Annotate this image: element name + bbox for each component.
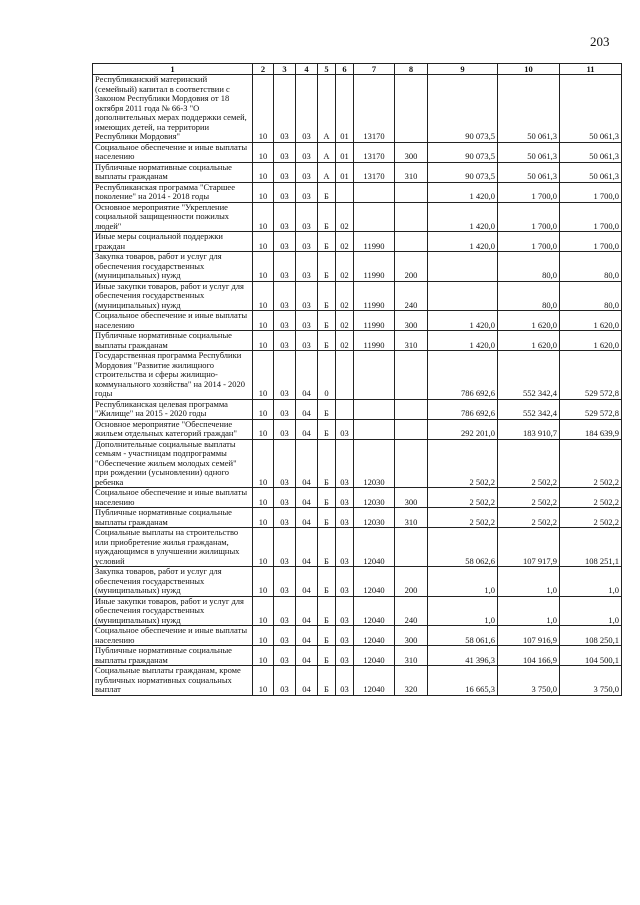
column-header: 2 — [253, 64, 274, 75]
amount-2017: 786 692,6 — [428, 399, 498, 419]
code-subsection: 03 — [274, 567, 296, 597]
code-subsection: 03 — [274, 666, 296, 696]
amount-2018: 50 061,3 — [498, 75, 560, 143]
amount-2017: 292 201,0 — [428, 419, 498, 439]
code-section: 10 — [253, 351, 274, 400]
amount-2018: 552 342,4 — [498, 399, 560, 419]
code-expense-type: 300 — [395, 626, 428, 646]
code-section: 10 — [253, 646, 274, 666]
code-program: 03 — [296, 202, 318, 232]
amount-2019: 50 061,3 — [560, 75, 622, 143]
code-direction — [354, 399, 395, 419]
code-subsection: 03 — [274, 252, 296, 282]
column-header: 9 — [428, 64, 498, 75]
table-row — [93, 528, 622, 567]
amount-2017: 2 502,2 — [428, 439, 498, 488]
code-direction: 13170 — [354, 142, 395, 162]
page-number: 203 — [590, 34, 610, 49]
row-name: Закупка товаров, работ и услуг для обеспечения государственных (муниципальных) нужд — [93, 252, 253, 282]
code-expense-type: 200 — [395, 252, 428, 282]
table-row — [93, 351, 622, 400]
code-subprogram: Б — [318, 528, 336, 567]
table-row — [93, 252, 622, 282]
code-measure — [336, 182, 354, 202]
code-measure: 03 — [336, 666, 354, 696]
code-subsection: 03 — [274, 439, 296, 488]
amount-2017: 1,0 — [428, 567, 498, 597]
column-header: 4 — [296, 64, 318, 75]
code-subsection: 03 — [274, 528, 296, 567]
row-name: Социальное обеспечение и иные выплаты населению — [93, 626, 253, 646]
amount-2019: 1,0 — [560, 596, 622, 626]
amount-2019: 2 502,2 — [560, 439, 622, 488]
column-header: 8 — [395, 64, 428, 75]
amount-2019: 529 572,8 — [560, 351, 622, 400]
code-measure: 03 — [336, 419, 354, 439]
code-subprogram: Б — [318, 626, 336, 646]
amount-2019: 184 639,9 — [560, 419, 622, 439]
code-expense-type: 300 — [395, 142, 428, 162]
code-expense-type — [395, 351, 428, 400]
code-subsection: 03 — [274, 351, 296, 400]
code-section: 10 — [253, 596, 274, 626]
code-subsection: 03 — [274, 182, 296, 202]
amount-2018: 1,0 — [498, 567, 560, 597]
code-section: 10 — [253, 666, 274, 696]
code-direction — [354, 202, 395, 232]
amount-2018: 50 061,3 — [498, 162, 560, 182]
row-name: Государственная программа Республики Мордовия "Развитие жилищного строительства и сферы жилищно-коммунального хозяйства" на 2014 - 2020 годы — [93, 351, 253, 400]
row-name: Закупка товаров, работ и услуг для обеспечения государственных (муниципальных) нужд — [93, 567, 253, 597]
code-subprogram: Б — [318, 399, 336, 419]
code-section: 10 — [253, 162, 274, 182]
code-direction: 12040 — [354, 646, 395, 666]
table-row — [93, 646, 622, 666]
table-row — [93, 508, 622, 528]
table-row — [93, 281, 622, 311]
column-header: 1 — [93, 64, 253, 75]
column-header: 6 — [336, 64, 354, 75]
code-expense-type: 320 — [395, 666, 428, 696]
code-subsection: 03 — [274, 419, 296, 439]
code-measure: 03 — [336, 626, 354, 646]
row-name: Публичные нормативные социальные выплаты гражданам — [93, 331, 253, 351]
code-program: 03 — [296, 75, 318, 143]
amount-2017: 58 061,6 — [428, 626, 498, 646]
amount-2019: 1 700,0 — [560, 232, 622, 252]
code-section: 10 — [253, 419, 274, 439]
code-section: 10 — [253, 281, 274, 311]
code-expense-type: 310 — [395, 646, 428, 666]
code-measure: 01 — [336, 75, 354, 143]
code-subprogram: Б — [318, 508, 336, 528]
code-program: 03 — [296, 311, 318, 331]
code-measure — [336, 351, 354, 400]
code-subsection: 03 — [274, 399, 296, 419]
code-measure: 03 — [336, 488, 354, 508]
code-subprogram: А — [318, 75, 336, 143]
code-subsection: 03 — [274, 202, 296, 232]
amount-2019: 108 250,1 — [560, 626, 622, 646]
amount-2017: 2 502,2 — [428, 488, 498, 508]
table-row — [93, 202, 622, 232]
row-name: Дополнительные социальные выплаты семьям - участницам подпрограммы "Обеспечение жильем молодых семей" при рождении (усыновлении) одного ребенка — [93, 439, 253, 488]
code-measure: 02 — [336, 311, 354, 331]
code-program: 03 — [296, 331, 318, 351]
code-program: 03 — [296, 142, 318, 162]
table-row — [93, 75, 622, 143]
code-subsection: 03 — [274, 331, 296, 351]
amount-2018: 2 502,2 — [498, 488, 560, 508]
amount-2018: 183 910,7 — [498, 419, 560, 439]
code-measure: 02 — [336, 202, 354, 232]
code-subprogram: Б — [318, 232, 336, 252]
code-measure: 03 — [336, 646, 354, 666]
amount-2017: 58 062,6 — [428, 528, 498, 567]
amount-2019: 1 620,0 — [560, 331, 622, 351]
code-direction: 11990 — [354, 331, 395, 351]
code-section: 10 — [253, 75, 274, 143]
amount-2019: 529 572,8 — [560, 399, 622, 419]
code-expense-type — [395, 232, 428, 252]
code-subprogram: Б — [318, 202, 336, 232]
code-program: 03 — [296, 252, 318, 282]
code-subprogram: Б — [318, 182, 336, 202]
amount-2017 — [428, 281, 498, 311]
code-direction: 11990 — [354, 252, 395, 282]
code-expense-type — [395, 439, 428, 488]
code-measure: 02 — [336, 281, 354, 311]
row-name: Иные закупки товаров, работ и услуг для обеспечения государственных (муниципальных) нужд — [93, 596, 253, 626]
code-measure: 01 — [336, 142, 354, 162]
code-program: 04 — [296, 399, 318, 419]
code-subprogram: А — [318, 162, 336, 182]
code-measure: 03 — [336, 508, 354, 528]
code-section: 10 — [253, 252, 274, 282]
code-section: 10 — [253, 202, 274, 232]
code-subprogram: Б — [318, 311, 336, 331]
table-row — [93, 399, 622, 419]
amount-2018: 50 061,3 — [498, 142, 560, 162]
column-header: 5 — [318, 64, 336, 75]
column-header: 7 — [354, 64, 395, 75]
code-section: 10 — [253, 232, 274, 252]
row-name: Республиканская программа "Старшее поколение" на 2014 - 2018 годы — [93, 182, 253, 202]
code-direction — [354, 351, 395, 400]
code-measure: 02 — [336, 232, 354, 252]
amount-2019: 50 061,3 — [560, 162, 622, 182]
row-name: Публичные нормативные социальные выплаты гражданам — [93, 508, 253, 528]
amount-2018: 1 620,0 — [498, 311, 560, 331]
column-header: 10 — [498, 64, 560, 75]
amount-2018: 80,0 — [498, 281, 560, 311]
code-direction: 12040 — [354, 666, 395, 696]
code-program: 03 — [296, 182, 318, 202]
table-row — [93, 162, 622, 182]
amount-2019: 1 700,0 — [560, 182, 622, 202]
code-section: 10 — [253, 528, 274, 567]
amount-2017: 2 502,2 — [428, 508, 498, 528]
amount-2017: 1 420,0 — [428, 331, 498, 351]
amount-2018: 2 502,2 — [498, 439, 560, 488]
code-program: 04 — [296, 351, 318, 400]
table-row — [93, 311, 622, 331]
code-section: 10 — [253, 399, 274, 419]
amount-2019: 1 620,0 — [560, 311, 622, 331]
code-program: 04 — [296, 508, 318, 528]
code-direction — [354, 419, 395, 439]
code-expense-type — [395, 182, 428, 202]
code-measure: 03 — [336, 528, 354, 567]
row-name: Социальное обеспечение и иные выплаты населению — [93, 488, 253, 508]
row-name: Республиканская целевая программа "Жилище" на 2015 - 2020 годы — [93, 399, 253, 419]
code-expense-type: 200 — [395, 567, 428, 597]
code-direction: 11990 — [354, 281, 395, 311]
amount-2018: 1 700,0 — [498, 202, 560, 232]
row-name: Публичные нормативные социальные выплаты гражданам — [93, 646, 253, 666]
code-subprogram: Б — [318, 439, 336, 488]
amount-2019: 50 061,3 — [560, 142, 622, 162]
table-row — [93, 596, 622, 626]
amount-2019: 104 500,1 — [560, 646, 622, 666]
code-subprogram: А — [318, 142, 336, 162]
code-measure: 03 — [336, 596, 354, 626]
code-section: 10 — [253, 182, 274, 202]
code-subprogram: Б — [318, 567, 336, 597]
code-subsection: 03 — [274, 488, 296, 508]
row-name: Республиканский материнский (семейный) капитал в соответствии с Законом Республики Мордовия от 18 октября 2011 года № 66-З "О дополнительных мерах поддержки семей, имеющих детей, на территории Республики Мордовия" — [93, 75, 253, 143]
amount-2019: 80,0 — [560, 252, 622, 282]
code-subprogram: Б — [318, 596, 336, 626]
code-expense-type: 240 — [395, 596, 428, 626]
code-direction: 13170 — [354, 162, 395, 182]
code-program: 03 — [296, 232, 318, 252]
code-measure: 01 — [336, 162, 354, 182]
code-measure: 03 — [336, 439, 354, 488]
code-expense-type: 310 — [395, 331, 428, 351]
code-expense-type: 300 — [395, 311, 428, 331]
table-row — [93, 626, 622, 646]
code-program: 04 — [296, 567, 318, 597]
code-subsection: 03 — [274, 626, 296, 646]
code-expense-type — [395, 419, 428, 439]
code-program: 03 — [296, 281, 318, 311]
amount-2019: 1 700,0 — [560, 202, 622, 232]
amount-2017: 1 420,0 — [428, 232, 498, 252]
code-subsection: 03 — [274, 311, 296, 331]
code-program: 04 — [296, 646, 318, 666]
amount-2019: 80,0 — [560, 281, 622, 311]
code-subsection: 03 — [274, 232, 296, 252]
amount-2017: 786 692,6 — [428, 351, 498, 400]
code-program: 04 — [296, 626, 318, 646]
code-expense-type: 310 — [395, 508, 428, 528]
code-subprogram: 0 — [318, 351, 336, 400]
code-subsection: 03 — [274, 162, 296, 182]
amount-2017: 1 420,0 — [428, 202, 498, 232]
code-direction: 12030 — [354, 508, 395, 528]
code-section: 10 — [253, 567, 274, 597]
code-subprogram: Б — [318, 419, 336, 439]
code-subprogram: Б — [318, 331, 336, 351]
row-name: Социальные выплаты на строительство или приобретение жилья гражданам, нуждающимся в улучшении жилищных условий — [93, 528, 253, 567]
row-name: Социальное обеспечение и иные выплаты населению — [93, 142, 253, 162]
row-name: Публичные нормативные социальные выплаты гражданам — [93, 162, 253, 182]
code-direction: 11990 — [354, 232, 395, 252]
code-program: 03 — [296, 162, 318, 182]
code-subprogram: Б — [318, 646, 336, 666]
row-name: Иные меры социальной поддержки граждан — [93, 232, 253, 252]
code-direction: 12030 — [354, 488, 395, 508]
amount-2018: 2 502,2 — [498, 508, 560, 528]
amount-2017 — [428, 252, 498, 282]
code-subsection: 03 — [274, 596, 296, 626]
amount-2019: 2 502,2 — [560, 508, 622, 528]
amount-2018: 1 700,0 — [498, 232, 560, 252]
code-measure: 03 — [336, 567, 354, 597]
code-subsection: 03 — [274, 508, 296, 528]
row-name: Иные закупки товаров, работ и услуг для обеспечения государственных (муниципальных) нужд — [93, 281, 253, 311]
amount-2017: 1 420,0 — [428, 182, 498, 202]
row-name: Основное мероприятие "Укрепление социальной защищенности пожилых людей" — [93, 202, 253, 232]
table-row — [93, 331, 622, 351]
code-direction — [354, 182, 395, 202]
code-expense-type: 310 — [395, 162, 428, 182]
amount-2019: 2 502,2 — [560, 488, 622, 508]
table-row — [93, 439, 622, 488]
amount-2017: 1 420,0 — [428, 311, 498, 331]
code-subprogram: Б — [318, 666, 336, 696]
table-row — [93, 488, 622, 508]
code-direction: 12040 — [354, 626, 395, 646]
code-expense-type — [395, 528, 428, 567]
code-program: 04 — [296, 439, 318, 488]
code-subsection: 03 — [274, 281, 296, 311]
code-expense-type — [395, 399, 428, 419]
amount-2018: 552 342,4 — [498, 351, 560, 400]
code-section: 10 — [253, 439, 274, 488]
table-row — [93, 182, 622, 202]
code-expense-type — [395, 202, 428, 232]
amount-2019: 3 750,0 — [560, 666, 622, 696]
table-header-row — [93, 64, 622, 75]
amount-2018: 80,0 — [498, 252, 560, 282]
code-program: 04 — [296, 528, 318, 567]
code-section: 10 — [253, 311, 274, 331]
code-program: 04 — [296, 488, 318, 508]
code-subsection: 03 — [274, 646, 296, 666]
code-program: 04 — [296, 419, 318, 439]
amount-2018: 107 917,9 — [498, 528, 560, 567]
code-measure: 02 — [336, 252, 354, 282]
column-header: 11 — [560, 64, 622, 75]
amount-2018: 104 166,9 — [498, 646, 560, 666]
amount-2017: 41 396,3 — [428, 646, 498, 666]
code-subprogram: Б — [318, 488, 336, 508]
table-row — [93, 419, 622, 439]
row-name: Социальное обеспечение и иные выплаты населению — [93, 311, 253, 331]
code-direction: 13170 — [354, 75, 395, 143]
code-measure: 02 — [336, 331, 354, 351]
amount-2018: 1 620,0 — [498, 331, 560, 351]
code-direction: 12030 — [354, 439, 395, 488]
amount-2017: 1,0 — [428, 596, 498, 626]
code-direction: 12040 — [354, 596, 395, 626]
amount-2017: 90 073,5 — [428, 162, 498, 182]
amount-2017: 16 665,3 — [428, 666, 498, 696]
code-section: 10 — [253, 626, 274, 646]
code-program: 04 — [296, 666, 318, 696]
code-expense-type: 300 — [395, 488, 428, 508]
code-section: 10 — [253, 488, 274, 508]
code-section: 10 — [253, 142, 274, 162]
amount-2018: 107 916,9 — [498, 626, 560, 646]
code-expense-type — [395, 75, 428, 143]
code-program: 04 — [296, 596, 318, 626]
code-direction: 12040 — [354, 528, 395, 567]
code-expense-type: 240 — [395, 281, 428, 311]
table-row — [93, 232, 622, 252]
code-subsection: 03 — [274, 142, 296, 162]
table-row — [93, 142, 622, 162]
code-direction: 12040 — [354, 567, 395, 597]
amount-2019: 1,0 — [560, 567, 622, 597]
budget-table — [92, 63, 622, 696]
table-row — [93, 567, 622, 597]
column-header: 3 — [274, 64, 296, 75]
code-section: 10 — [253, 508, 274, 528]
amount-2017: 90 073,5 — [428, 142, 498, 162]
code-subsection: 03 — [274, 75, 296, 143]
amount-2018: 3 750,0 — [498, 666, 560, 696]
amount-2017: 90 073,5 — [428, 75, 498, 143]
amount-2018: 1,0 — [498, 596, 560, 626]
code-direction: 11990 — [354, 311, 395, 331]
table-row — [93, 666, 622, 696]
code-section: 10 — [253, 331, 274, 351]
amount-2019: 108 251,1 — [560, 528, 622, 567]
code-subprogram: Б — [318, 252, 336, 282]
amount-2018: 1 700,0 — [498, 182, 560, 202]
row-name: Социальные выплаты гражданам, кроме публичных нормативных социальных выплат — [93, 666, 253, 696]
row-name: Основное мероприятие "Обеспечение жильем отдельных категорий граждан" — [93, 419, 253, 439]
code-measure — [336, 399, 354, 419]
code-subprogram: Б — [318, 281, 336, 311]
